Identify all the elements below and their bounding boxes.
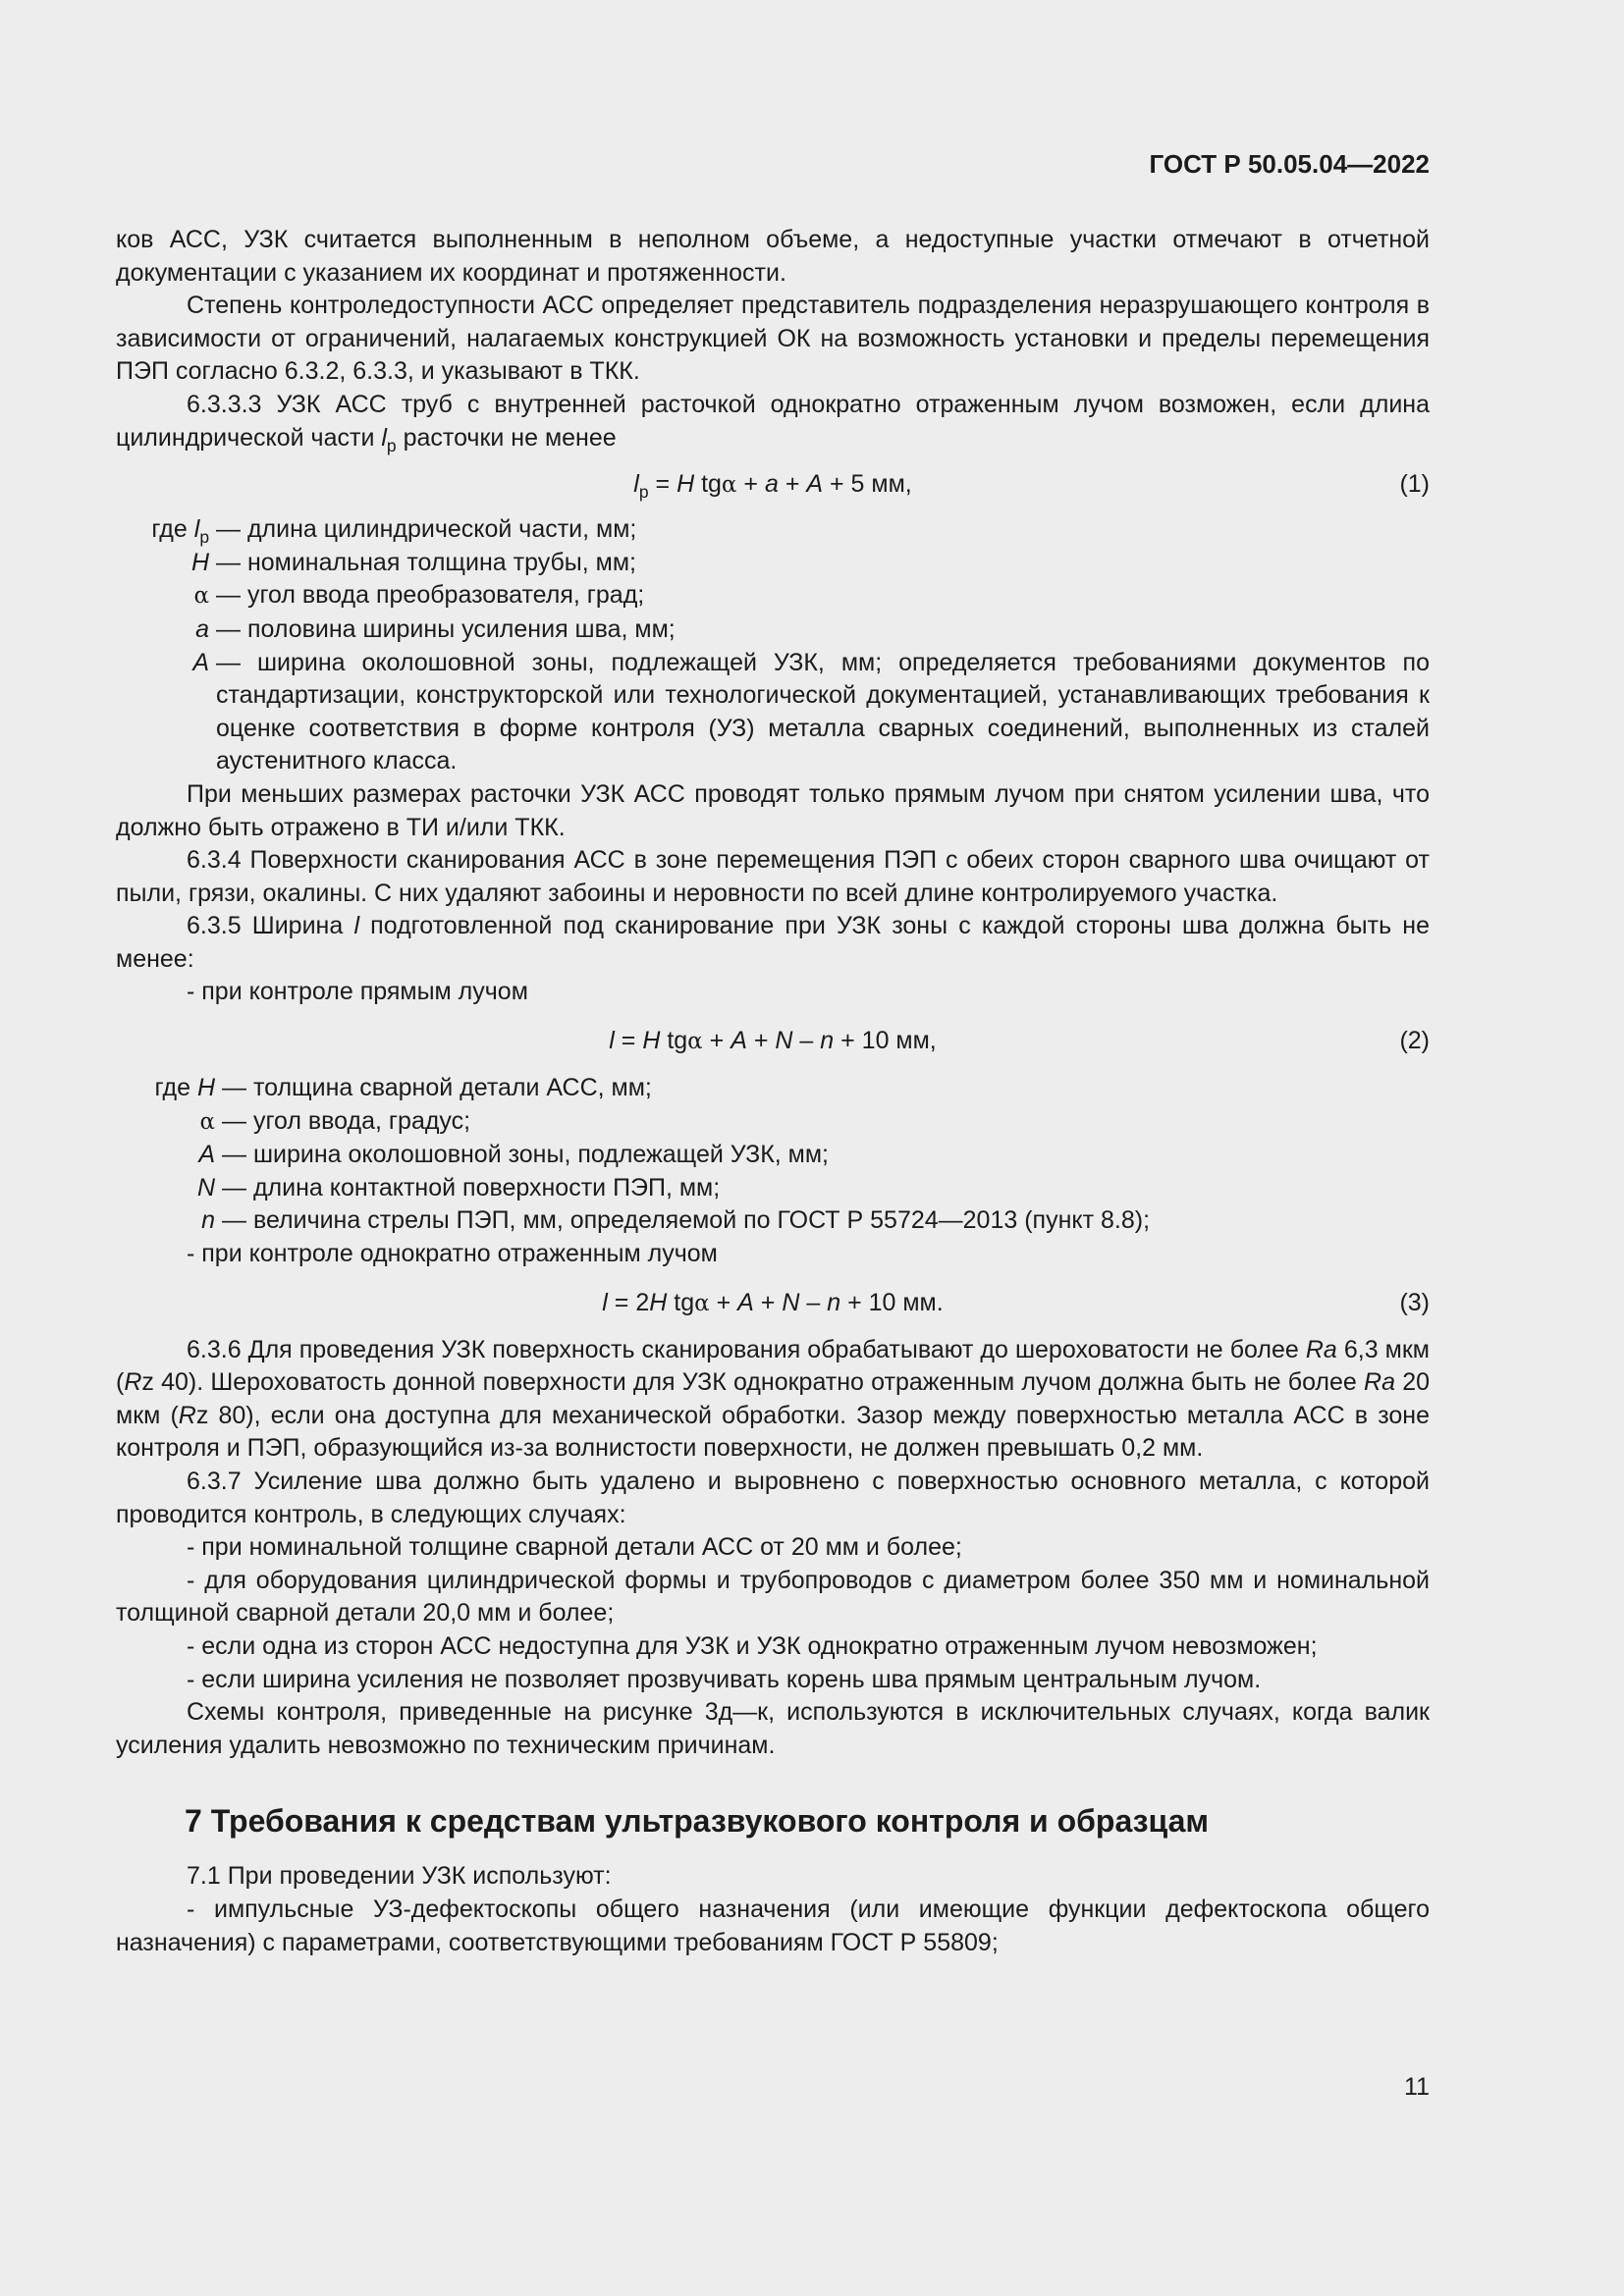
subscript: р: [199, 527, 210, 548]
body-text: [116, 224, 1430, 1959]
where-definition: — угол ввода преобразователя, град;: [216, 581, 645, 610]
paragraph-7-1: 7.1 При проведении УЗК используют:: [187, 1862, 612, 1891]
symbol: A: [192, 648, 210, 676]
list-item: - при контроле прямым лучом: [187, 978, 528, 1006]
text-span: +: [753, 1288, 783, 1316]
symbol: H: [642, 1027, 661, 1055]
symbol: l: [602, 1288, 608, 1316]
subscript: р: [386, 435, 397, 455]
symbol: A: [198, 1141, 216, 1169]
text-span: =: [614, 1027, 643, 1055]
where-definition: — ширина околошовной зоны, подлежащей УЗК, мм; определяется требованиями документов по стандартизации, конструкторской или технологической документацией, устанавливающих требования к оценке соответствия в форме контроля (УЗ) металла сварных соединений, выполненных из сталей аустенитного класса.: [216, 648, 1430, 775]
list-item: - если ширина усиления не позволяет прозвучивать корень шва прямым центральным лучом.: [187, 1665, 1262, 1693]
where-definition: — угол ввода, градус;: [222, 1106, 471, 1135]
symbol: Ra: [1364, 1368, 1395, 1397]
text-span: +: [702, 1027, 731, 1055]
symbol: α: [193, 583, 210, 610]
formula-number: (1): [1399, 470, 1430, 499]
where-prefix: где: [154, 1074, 197, 1102]
document-code-header: ГОСТ Р 50.05.04—2022: [1149, 149, 1430, 179]
text-span: z 40). Шероховатость донной поверхности для УЗК однократно отраженным лучом должна быть не более: [141, 1368, 1365, 1397]
list-item: - при номинальной толщине сварной детали АСС от 20 мм и более;: [187, 1533, 962, 1562]
paragraph: Схемы контроля, приведенные на рисунке 3д—к, используются в исключительных случаях, когда валик усиления удалить невозможно по техническим причинам.: [116, 1698, 1430, 1759]
formula-2: [116, 1013, 1430, 1068]
symbol: R: [124, 1368, 142, 1397]
symbol: l: [609, 1027, 615, 1055]
where-list-2: [116, 1072, 1430, 1238]
symbol: l: [381, 423, 387, 452]
where-definition: — величина стрелы ПЭП, мм, определяемой по ГОСТ Р 55724—2013 (пункт 8.8);: [222, 1206, 1151, 1235]
where-symbol: [116, 513, 216, 547]
symbol: H: [649, 1288, 668, 1316]
list-item: - если одна из сторон АСС недоступна для УЗК и УЗК однократно отраженным лучом невозможен;: [187, 1631, 1318, 1660]
symbol: N: [782, 1288, 800, 1316]
text-span: –: [792, 1027, 821, 1055]
text-span: 20 мкм (: [116, 1368, 1430, 1429]
paragraph-6-3-6: [116, 1334, 1430, 1466]
text-span: =: [648, 470, 677, 499]
text-span: + 10 мм,: [834, 1027, 937, 1055]
text-span: 6.3.3.3 УЗК АСС труб с внутренней расточкой однократно отраженным лучом возможен, если длина цилиндрической части: [116, 390, 1430, 452]
list-item: - для оборудования цилиндрической формы и трубопроводов с диаметром более 350 мм и номинальной толщиной сварной детали 20,0 мм и более;: [116, 1566, 1430, 1628]
text-span: tg: [660, 1027, 688, 1055]
text-span: +: [746, 1027, 776, 1055]
symbol: α: [694, 1290, 710, 1316]
paragraph-6-3-7: 6.3.7 Усиление шва должно быть удалено и выровнено с поверхностью основного металла, с которой проводится контроль, в следующих случаях:: [116, 1468, 1430, 1528]
symbol: A: [806, 470, 824, 499]
paragraph: ков АСС, УЗК считается выполненным в неполном объеме, а недоступные участки отмечают в отчетной документации с указанием их координат и протяженности.: [116, 226, 1430, 287]
where-symbol: [116, 1204, 222, 1238]
symbol: H: [190, 548, 210, 576]
where-symbol: [116, 1172, 222, 1205]
formula-body: [609, 1027, 937, 1054]
symbol: n: [201, 1206, 216, 1235]
where-definition: — половина ширины усиления шва, мм;: [216, 614, 676, 643]
paragraph: Степень контроледоступности АСС определяет представитель подразделения неразрушающего контроля в зависимости от ограничений, налагаемых конструкцией ОК на возможность установки и пределы перемещения ПЭП согласно 6.3.2, 6.3.3, и указывают в ТКК.: [116, 292, 1430, 386]
text-span: 6.3.5 Ширина: [187, 912, 354, 940]
text-span: = 2: [607, 1288, 650, 1316]
where-prefix: где: [151, 515, 194, 544]
symbol: H: [677, 470, 695, 499]
list-item: - при контроле однократно отраженным лучом: [187, 1240, 718, 1268]
subscript: р: [638, 482, 649, 503]
symbol: l: [353, 912, 359, 940]
symbol: R: [178, 1401, 196, 1429]
where-symbol: [116, 547, 216, 580]
symbol: l: [633, 470, 639, 499]
where-definition: — длина контактной поверхности ПЭП, мм;: [222, 1173, 721, 1201]
symbol: A: [731, 1027, 747, 1055]
where-symbol: [116, 1139, 222, 1172]
symbol: α: [721, 472, 737, 499]
formula-1: [116, 458, 1430, 509]
formula-body: [633, 470, 912, 503]
symbol: a: [764, 470, 779, 499]
paragraph: При меньших размерах расточки УЗК АСС проводят только прямым лучом при снятом усилении шва, что должно быть отражено в ТИ и/или ТКК.: [116, 779, 1430, 841]
text-span: –: [799, 1288, 828, 1316]
text-span: +: [709, 1288, 738, 1316]
formula-number: (3): [1399, 1288, 1430, 1316]
symbol: n: [827, 1288, 841, 1316]
text-span: +: [736, 470, 765, 499]
paragraph-6-3-4: 6.3.4 Поверхности сканирования АСС в зоне перемещения ПЭП с обеих сторон сварного шва очищают от пыли, грязи, окалины. С них удаляют забоины и неровности по всей длине контролируемого участка.: [116, 846, 1430, 907]
where-definition: — ширина околошовной зоны, подлежащей УЗК, мм;: [222, 1141, 829, 1169]
formula-body: [602, 1289, 943, 1316]
paragraph-6-3-3-3: [116, 389, 1430, 454]
page-number: 11: [1404, 2073, 1430, 2101]
symbol: α: [199, 1108, 216, 1135]
paragraph-6-3-5: [116, 910, 1430, 976]
where-symbol: [116, 614, 216, 647]
symbol: a: [195, 614, 210, 643]
where-list-1: [116, 513, 1430, 778]
text-span: tg: [694, 470, 722, 499]
symbol: A: [737, 1288, 754, 1316]
text-span: расточки не менее: [396, 423, 617, 452]
symbol: n: [820, 1027, 835, 1055]
where-symbol: [116, 1105, 222, 1140]
formula-number: (2): [1399, 1027, 1430, 1055]
symbol: N: [775, 1027, 793, 1055]
text-span: tg: [667, 1288, 695, 1316]
formula-3: [116, 1275, 1430, 1330]
symbol: α: [687, 1029, 703, 1055]
text-span: + 5 мм,: [823, 470, 912, 499]
text-span: 6,3 мкм (: [116, 1335, 1430, 1397]
text-span: + 10 мм.: [840, 1288, 944, 1316]
text-span: подготовленной под сканирование при УЗК зоны с каждой стороны шва должна быть не менее:: [116, 912, 1430, 973]
symbol: N: [196, 1173, 216, 1201]
section-7-heading: 7 Требования к средствам ультразвукового контроля и образцам: [185, 1803, 1210, 1840]
symbol: H: [196, 1074, 216, 1102]
text-span: +: [778, 470, 807, 499]
where-definition: — номинальная толщина трубы, мм;: [216, 548, 636, 576]
symbol: Ra: [1305, 1335, 1337, 1363]
where-definition: — длина цилиндрической части, мм;: [216, 515, 637, 544]
list-item: - импульсные УЗ-дефектоскопы общего назначения (или имеющие функции дефектоскопа общего назначения) с параметрами, соответствующими требованиям ГОСТ Р 55809;: [116, 1895, 1430, 1956]
where-symbol: [116, 1072, 222, 1105]
where-definition: — толщина сварной детали АСС, мм;: [222, 1074, 652, 1102]
text-span: 6.3.6 Для проведения УЗК поверхность сканирования обрабатывают до шероховатости не более: [187, 1335, 1306, 1363]
text-span: z 80), если она доступна для механической обработки. Зазор между поверхностью металла АСС в зоне контроля и ПЭП, образующийся из-за волнистости поверхности, не должен превышать 0,2 мм.: [116, 1401, 1430, 1463]
symbol: l: [193, 515, 200, 544]
where-symbol: [116, 579, 216, 614]
where-symbol: [116, 647, 216, 778]
